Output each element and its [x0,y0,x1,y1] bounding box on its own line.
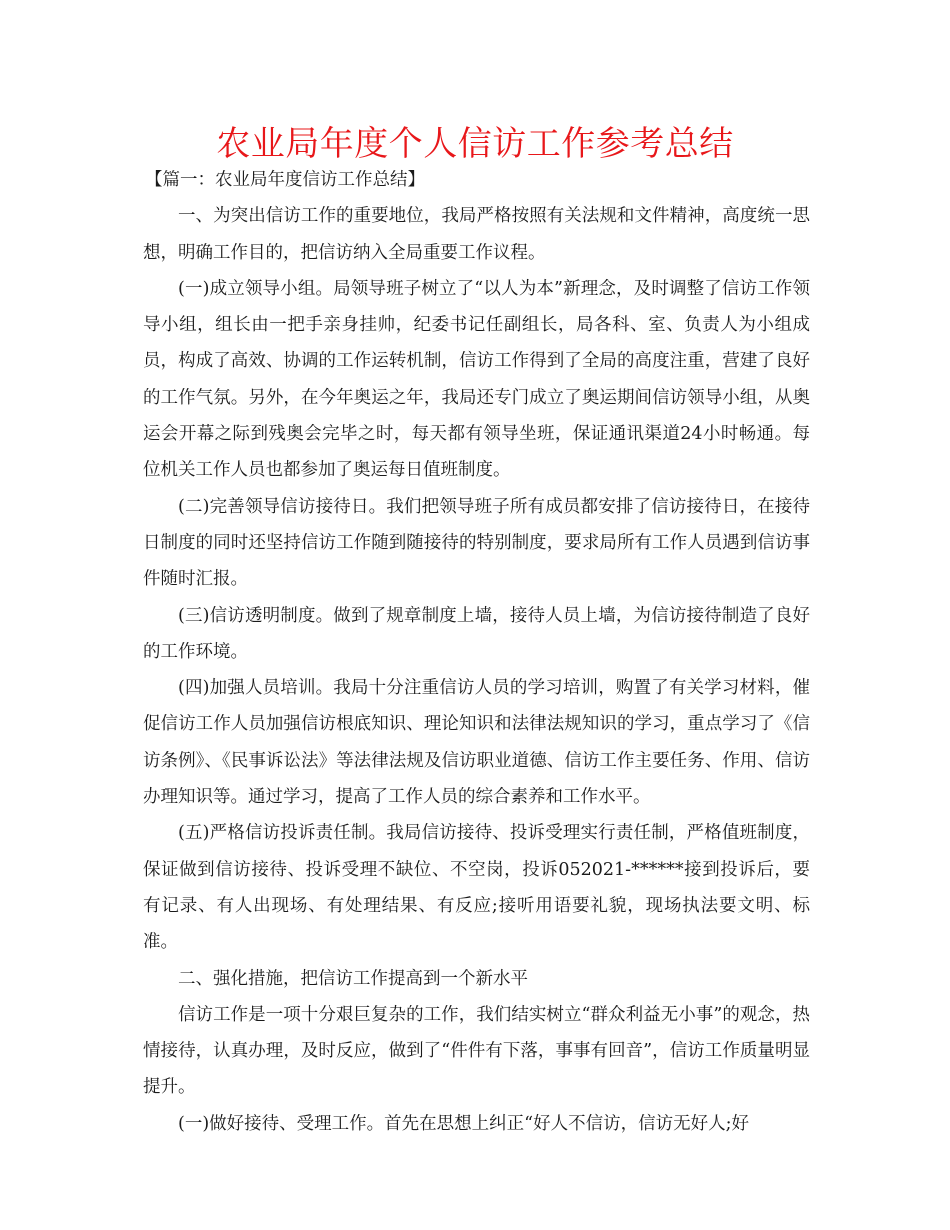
paragraph: 二、强化措施，把信访工作提高到一个新水平 [178,968,528,989]
paragraph: 信访工作是一项十分艰巨复杂的工作，我们结实树立“群众利益无小事”的观念，热情接待，认真办理，及时反应，做到了“件件有下落，事事有回音”，信访工作质量明显提升。 [143,1004,810,1098]
paragraph: (四)加强人员培训。我局十分注重信访人员的学习培训，购置了有关学习材料，催促信访工作人员加强信访根底知识、理论知识和法律法规知识的学习，重点学习了《信访条例》、《民事诉讼法》等法律法规及信访职业道德、信访工作主要任务、作用、信访办理知识等。通过学习，提高了工作人员的综合素养和工作水平。 [143,678,810,808]
paragraph: 一、为突出信访工作的重要地位，我局严格按照有关法规和文件精神，高度统一思想，明确工作目的，把信访纳入全局重要工作议程。 [143,206,810,263]
paragraph: (三)信访透明制度。做到了规章制度上墙，接待人员上墙，为信访接待制造了良好的工作环境。 [143,605,810,662]
document-title: 农业局年度个人信访工作参考总结 [216,124,734,164]
paragraph: (一)做好接待、受理工作。首先在思想上纠正“好人不信访，信访无好人;好 [178,1113,749,1134]
paragraph: (五)严格信访投诉责任制。我局信访接待、投诉受理实行责任制，严格值班制度，保证做到信访接待、投诉受理不缺位、不空岗，投诉052021-******接到投诉后，要有记录、有人出现场、有处理结果、有反应;接听用语要礼貌，现场执法要文明、标准。 [143,823,810,953]
paragraph: (二)完善领导信访接待日。我们把领导班子所有成员都安排了信访接待日，在接待日制度的同时还坚持信访工作随到随接待的特别制度，要求局所有工作人员遇到信访事件随时汇报。 [143,496,810,590]
paragraph: (一)成立领导小组。局领导班子树立了“以人为本”新理念，及时调整了信访工作领导小组，组长由一把手亲身挂帅，纪委书记任副组长，局各科、室、负责人为小组成员，构成了高效、协调的工作运转机制，信访工作得到了全局的高度注重，营建了良好的工作气氛。另外，在今年奥运之年，我局还专门成立了奥运期间信访领导小组，从奥运会开幕之际到残奥会完毕之时，每天都有领导坐班，保证通讯渠道24小时畅通。每位机关工作人员也都参加了奥运每日值班制度。 [143,278,810,481]
document-body [143,162,810,1142]
section-heading: 【篇一：农业局年度信访工作总结】 [145,170,425,190]
